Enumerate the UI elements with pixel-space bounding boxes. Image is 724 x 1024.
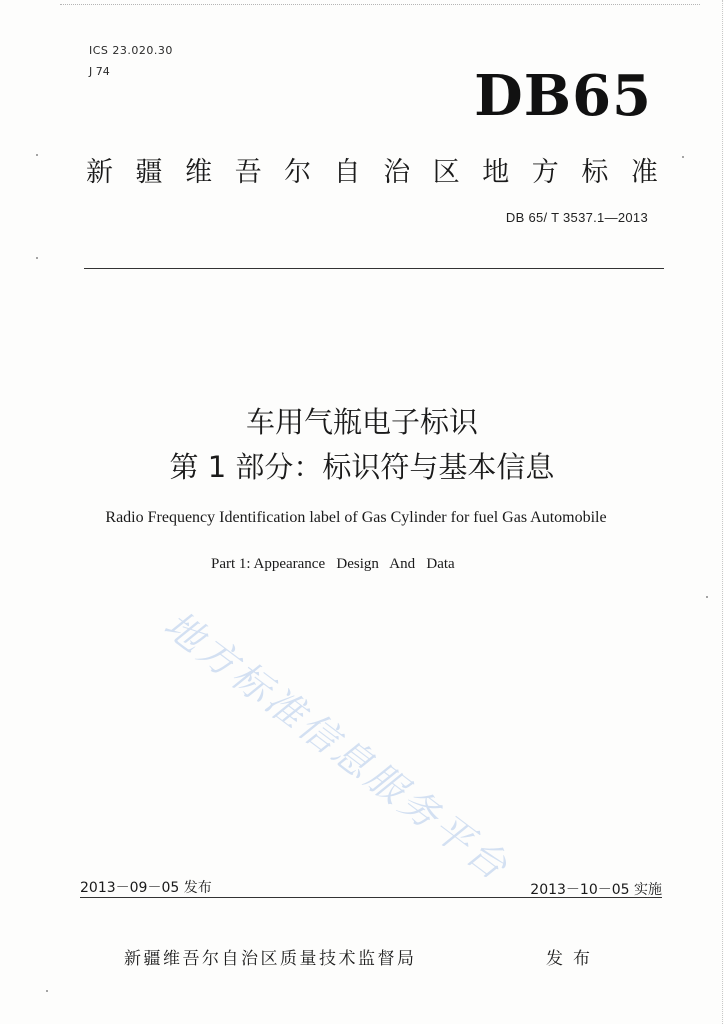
issue-label: 发布 xyxy=(546,949,600,969)
standard-number: DB 65/ T 3537.1—2013 xyxy=(505,210,648,225)
authority-char: 维 xyxy=(185,157,213,188)
publish-date: 2013－09－05 发布 xyxy=(80,880,212,896)
authority-char: 新 xyxy=(86,157,113,188)
ics-code: ICS 23.020.30 xyxy=(89,44,173,57)
scan-edge-right xyxy=(722,0,723,1024)
authority-char: 治 xyxy=(383,157,411,188)
authority-char: 准 xyxy=(630,157,658,188)
title-chinese-main: 车用气瓶电子标识 xyxy=(245,405,478,439)
scan-speck xyxy=(706,596,708,598)
scan-edge-top xyxy=(60,4,700,5)
implement-date: 2013－10－05 实施 xyxy=(530,882,662,898)
authority-char: 自 xyxy=(333,157,361,188)
footer-divider xyxy=(80,897,662,898)
category-code: J 74 xyxy=(89,65,110,78)
authority-char: 标 xyxy=(581,157,609,188)
authority-char: 吾 xyxy=(234,157,262,188)
authority-char: 方 xyxy=(531,157,559,188)
watermark: 地方标准信息服务平台 xyxy=(156,602,519,891)
issuing-authority-title xyxy=(86,150,658,189)
authority-char: 地 xyxy=(482,157,510,188)
scan-speck xyxy=(36,154,38,156)
scan-speck xyxy=(682,156,684,158)
authority-char: 尔 xyxy=(284,157,312,188)
authority-char: 疆 xyxy=(135,157,163,188)
title-chinese-part: 第 1 部分：标识符与基本信息 xyxy=(169,450,555,484)
header-divider xyxy=(84,268,664,269)
scan-speck xyxy=(36,257,38,259)
title-english-part: Part 1: Appearance Design And Data xyxy=(211,556,455,572)
authority-char: 区 xyxy=(432,157,460,188)
issuing-agency: 新疆维吾尔自治区质量技术监督局 xyxy=(124,949,417,969)
title-english-main: Radio Frequency Identification label of Gas Cylinder for fuel Gas Automobile xyxy=(105,509,607,526)
db-logo: DB65 xyxy=(474,63,652,129)
scan-speck xyxy=(46,990,48,992)
